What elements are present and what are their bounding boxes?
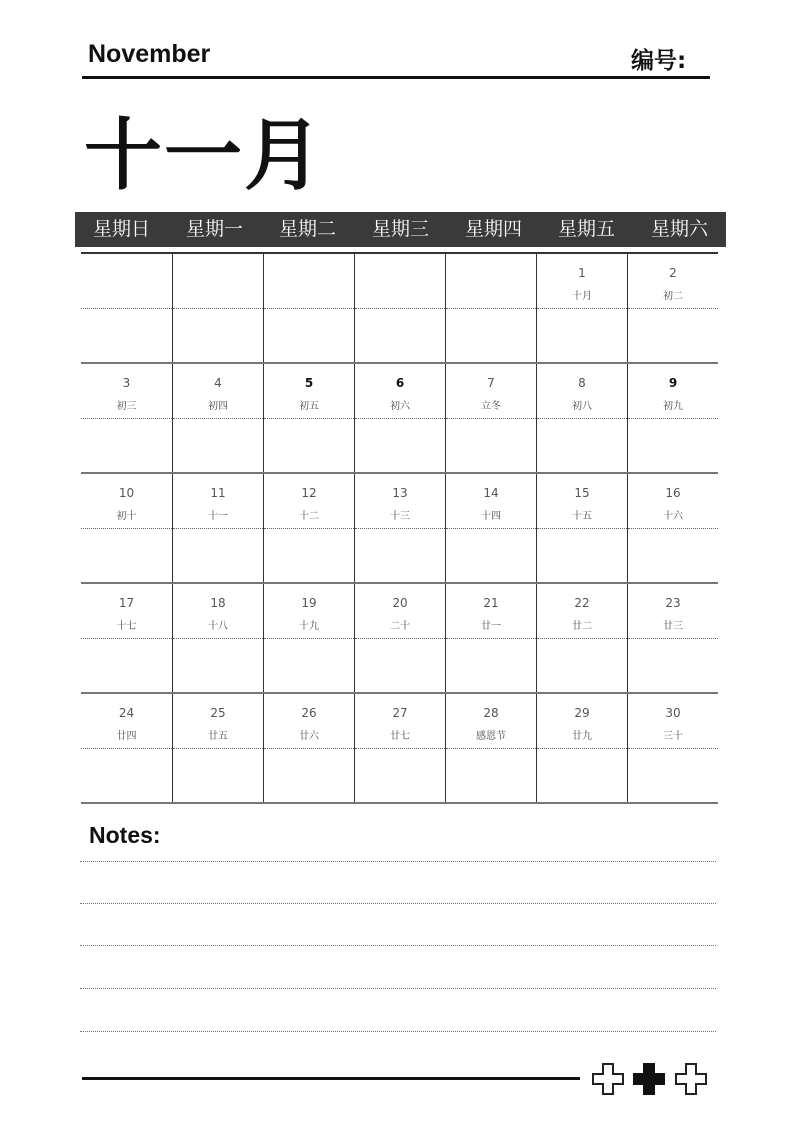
lunar-date: 廿五 <box>208 731 228 742</box>
day-number: 17 <box>118 596 135 610</box>
lunar-date: 初四 <box>208 401 228 412</box>
calendar-day-cell[interactable] <box>354 584 445 692</box>
calendar-empty-cell[interactable] <box>445 254 536 362</box>
calendar-empty-cell[interactable] <box>263 254 354 362</box>
weekday-thursday: 星期四 <box>464 218 522 240</box>
top-divider <box>82 76 710 79</box>
day-number: 2 <box>669 266 677 280</box>
plus-outline-icon <box>676 1064 706 1094</box>
calendar-day-cell[interactable] <box>445 364 536 472</box>
day-number: 23 <box>665 596 681 610</box>
day-number: 20 <box>392 596 408 610</box>
note-line[interactable] <box>80 903 716 904</box>
calendar-bottom-border <box>81 802 718 804</box>
day-number: 21 <box>483 596 499 610</box>
day-number: 13 <box>392 486 408 500</box>
lunar-date: 感恩节 <box>476 731 506 742</box>
day-number: 22 <box>574 596 590 610</box>
lunar-date: 廿六 <box>299 731 319 742</box>
calendar-empty-cell[interactable] <box>172 254 263 362</box>
calendar-day-cell[interactable] <box>627 584 718 692</box>
lunar-date: 十月 <box>572 291 592 302</box>
calendar-day-cell[interactable] <box>627 254 718 362</box>
calendar-day-cell[interactable] <box>536 694 627 802</box>
weekday-sunday: 星期日 <box>92 218 150 240</box>
lunar-date: 十三 <box>390 511 410 522</box>
day-number: 15 <box>574 486 590 500</box>
day-number: 7 <box>487 376 495 390</box>
day-number: 24 <box>118 706 135 720</box>
calendar-day-cell[interactable] <box>81 474 172 582</box>
calendar-grid <box>81 252 718 804</box>
day-number: 3 <box>122 376 131 390</box>
plus-solid-icon <box>634 1064 664 1094</box>
day-number: 1 <box>578 266 586 280</box>
calendar-day-cell[interactable] <box>536 254 627 362</box>
calendar-empty-cell[interactable] <box>81 254 172 362</box>
day-number: 12 <box>301 486 317 500</box>
calendar-day-cell[interactable] <box>172 694 263 802</box>
note-line[interactable] <box>80 945 716 946</box>
day-number: 29 <box>574 706 590 720</box>
day-number: 26 <box>301 706 317 720</box>
weekday-header-bar <box>75 212 726 247</box>
weekday-saturday: 星期六 <box>650 218 708 240</box>
day-number: 16 <box>665 486 681 500</box>
lunar-date: 廿一 <box>481 621 501 632</box>
calendar-day-cell[interactable] <box>81 584 172 692</box>
day-number: 5 <box>304 376 314 390</box>
day-number: 25 <box>210 706 226 720</box>
lunar-date: 十七 <box>116 621 137 632</box>
note-line[interactable] <box>80 861 716 862</box>
lunar-date: 十八 <box>208 621 228 632</box>
calendar-day-cell[interactable] <box>536 584 627 692</box>
day-number: 11 <box>210 486 226 500</box>
calendar-day-cell[interactable] <box>81 694 172 802</box>
month-english-title: November <box>88 40 211 68</box>
calendar-day-cell[interactable] <box>627 474 718 582</box>
calendar-day-cell[interactable] <box>263 584 354 692</box>
serial-number-label: 编号: <box>631 48 687 74</box>
calendar-day-cell[interactable] <box>81 364 172 472</box>
calendar-day-cell[interactable] <box>445 694 536 802</box>
day-number: 8 <box>578 376 586 390</box>
lunar-date: 初六 <box>390 401 410 412</box>
calendar-day-cell[interactable] <box>172 584 263 692</box>
plus-outline-icon <box>593 1064 623 1094</box>
calendar-day-cell[interactable] <box>445 474 536 582</box>
calendar-day-cell[interactable] <box>536 364 627 472</box>
note-line[interactable] <box>80 1031 716 1032</box>
calendar-day-cell[interactable] <box>627 364 718 472</box>
day-number: 10 <box>118 486 135 500</box>
calendar-day-cell[interactable] <box>263 694 354 802</box>
lunar-date: 初九 <box>663 401 683 412</box>
weekday-tuesday: 星期二 <box>278 218 336 240</box>
lunar-date: 初三 <box>116 401 137 412</box>
day-number: 27 <box>392 706 408 720</box>
lunar-date: 二十 <box>390 621 410 632</box>
day-number: 19 <box>301 596 317 610</box>
lunar-date: 廿七 <box>390 731 410 742</box>
calendar-day-cell[interactable] <box>536 474 627 582</box>
lunar-date: 十五 <box>572 511 592 522</box>
lunar-date: 十九 <box>299 621 319 632</box>
lunar-date: 初八 <box>572 401 592 412</box>
lunar-date: 廿二 <box>572 621 592 632</box>
lunar-date: 立冬 <box>481 401 501 412</box>
lunar-date: 十二 <box>299 511 319 522</box>
calendar-day-cell[interactable] <box>627 694 718 802</box>
calendar-day-cell[interactable] <box>263 364 354 472</box>
day-number: 18 <box>210 596 226 610</box>
lunar-date: 十一 <box>208 511 228 522</box>
calendar-empty-cell[interactable] <box>354 254 445 362</box>
day-number: 9 <box>668 376 678 390</box>
notes-title: Notes: <box>89 822 161 848</box>
lunar-date: 初二 <box>663 291 683 302</box>
calendar-day-cell[interactable] <box>172 474 263 582</box>
weekday-wednesday: 星期三 <box>371 218 429 240</box>
lunar-date: 初十 <box>116 511 137 522</box>
lunar-date: 廿九 <box>572 731 592 742</box>
calendar-day-cell[interactable] <box>263 474 354 582</box>
lunar-date: 廿三 <box>663 621 683 632</box>
day-number: 6 <box>395 376 405 390</box>
calendar-week-row <box>81 692 718 802</box>
calendar-day-cell[interactable] <box>354 474 445 582</box>
calendar-day-cell[interactable] <box>354 364 445 472</box>
calendar-day-cell[interactable] <box>445 584 536 692</box>
lunar-date: 廿四 <box>116 731 137 742</box>
calendar-day-cell[interactable] <box>172 364 263 472</box>
lunar-date: 十四 <box>481 511 501 522</box>
lunar-date: 十六 <box>663 511 683 522</box>
weekday-monday: 星期一 <box>185 218 243 240</box>
lunar-date: 三十 <box>663 731 683 742</box>
lunar-date: 初五 <box>299 401 319 412</box>
note-line[interactable] <box>80 988 716 989</box>
weekday-friday: 星期五 <box>557 218 615 240</box>
calendar-week-row <box>81 252 718 362</box>
day-number: 4 <box>214 376 222 390</box>
decorative-crosses <box>592 1062 712 1096</box>
day-number: 14 <box>483 486 499 500</box>
day-number: 30 <box>665 706 681 720</box>
day-number: 28 <box>483 706 499 720</box>
month-chinese-title: 十一月 <box>84 111 325 201</box>
calendar-day-cell[interactable] <box>354 694 445 802</box>
calendar-week-row <box>81 362 718 472</box>
calendar-week-row <box>81 582 718 692</box>
calendar-week-row <box>81 472 718 582</box>
bottom-divider <box>82 1077 580 1080</box>
